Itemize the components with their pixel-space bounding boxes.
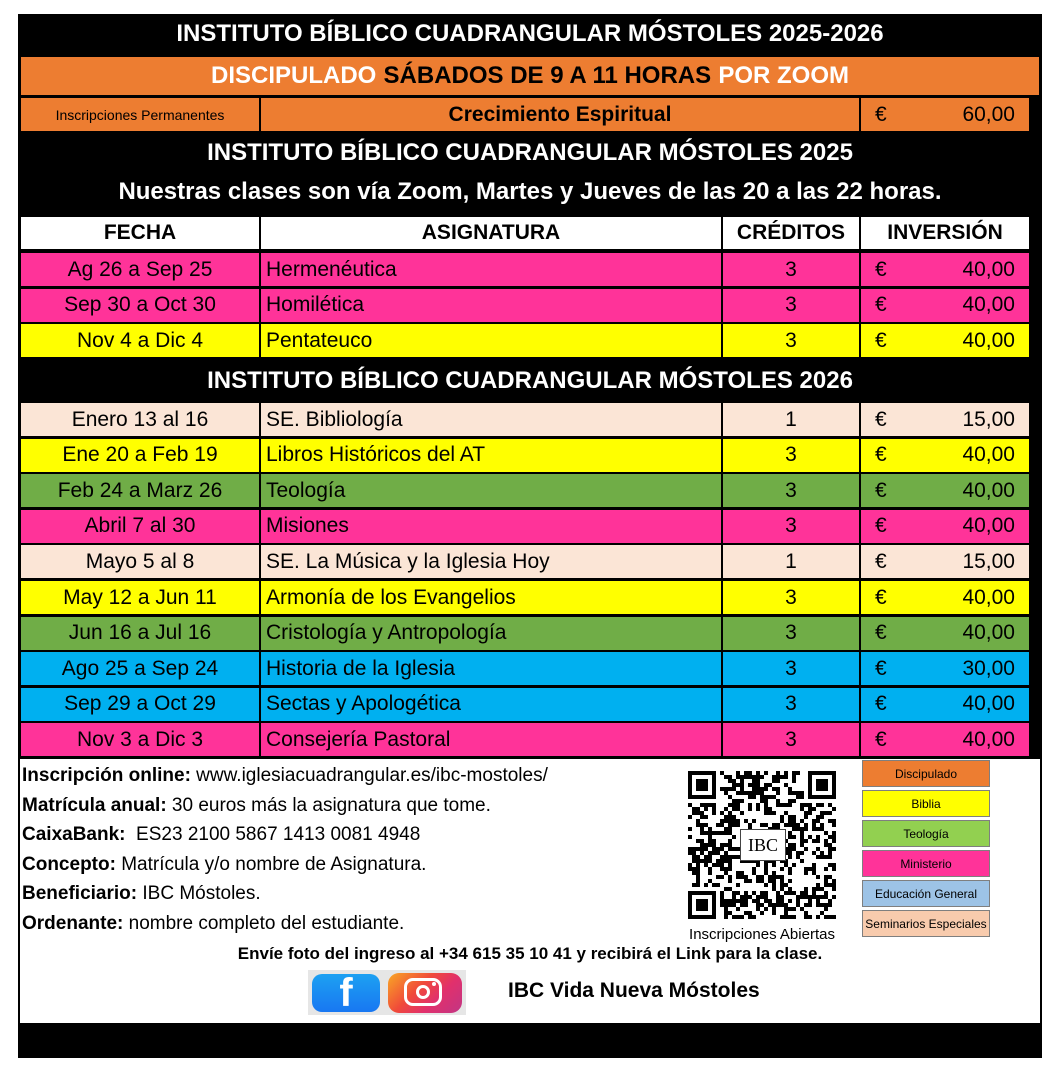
- cell-creditos: 1: [722, 402, 860, 437]
- table-row: [18, 402, 1042, 437]
- legend-item: Educación General: [862, 880, 990, 907]
- info-line: [22, 913, 404, 935]
- info-value: IBC Móstoles.: [137, 883, 261, 905]
- section-2025-title: INSTITUTO BÍBLICO CUADRANGULAR MÓSTOLES 2025: [207, 139, 853, 166]
- table-row: [18, 616, 1042, 651]
- price-value: 40,00: [962, 621, 1015, 645]
- cell-inversion: [860, 473, 1030, 508]
- cell-fecha: Sep 30 a Oct 30: [20, 288, 260, 323]
- euro-sign: €: [875, 407, 887, 431]
- price-value: 60,00: [962, 102, 1015, 126]
- instagram-lens-icon: [416, 985, 430, 999]
- price-value: 40,00: [962, 692, 1015, 716]
- discipulado-schedule: SÁBADOS DE 9 A 11 HORAS: [383, 62, 712, 89]
- col-inversion: INVERSIÓN: [860, 216, 1030, 250]
- cell-asignatura: Pentateuco: [260, 323, 722, 358]
- cell-creditos: 3: [722, 509, 860, 544]
- cell-fecha: Feb 24 a Marz 26: [20, 473, 260, 508]
- cell-inversion: [860, 288, 1030, 323]
- table-row: [18, 687, 1042, 722]
- cell-asignatura: Sectas y Apologética: [260, 687, 722, 722]
- cell-fecha: Nov 3 a Dic 3: [20, 722, 260, 757]
- cell-fecha: Nov 4 a Dic 4: [20, 323, 260, 358]
- price-value: 40,00: [962, 293, 1015, 317]
- cell-creditos: 3: [722, 288, 860, 323]
- section-2025-subtitle: Nuestras clases son vía Zoom, Martes y Jueves de las 20 a las 22 horas.: [118, 178, 942, 205]
- col-creditos: CRÉDITOS: [722, 216, 860, 250]
- section-2026-title: INSTITUTO BÍBLICO CUADRANGULAR MÓSTOLES 2026: [207, 367, 853, 394]
- price-value: 30,00: [962, 656, 1015, 680]
- cell-creditos: 1: [722, 544, 860, 579]
- cell-creditos: 3: [722, 722, 860, 757]
- cell-fecha: Jun 16 a Jul 16: [20, 616, 260, 651]
- price-value: 40,00: [962, 514, 1015, 538]
- social-icons: [308, 970, 466, 1015]
- qr-code: [688, 771, 836, 919]
- euro-sign: €: [875, 478, 887, 502]
- cell-creditos: 3: [722, 651, 860, 686]
- legend-item: Discipulado: [862, 760, 990, 787]
- cell-creditos: 3: [722, 687, 860, 722]
- info-value: www.iglesiacuadrangular.es/ibc-mostoles/: [190, 765, 548, 786]
- inscripciones-label: Inscripciones Permanentes: [20, 97, 260, 132]
- cell-fecha: Ene 20 a Feb 19: [20, 438, 260, 473]
- cell-asignatura: Libros Históricos del AT: [260, 438, 722, 473]
- col-asignatura: ASIGNATURA: [260, 216, 722, 250]
- cell-inversion: [860, 323, 1030, 358]
- cell-fecha: Sep 29 a Oct 29: [20, 687, 260, 722]
- info-label: Beneficiario:: [22, 883, 138, 905]
- whatsapp-note: Envíe foto del ingreso al +34 615 35 10 41 y recibirá el Link para la clase.: [237, 944, 823, 963]
- table-row: [18, 722, 1042, 757]
- cell-inversion: [860, 252, 1030, 287]
- table-row: [18, 252, 1042, 287]
- info-value: Matrícula y/o nombre de Asignatura.: [115, 853, 427, 875]
- qr-caption: Inscripciones Abiertas: [689, 926, 835, 943]
- main-title: INSTITUTO BÍBLICO CUADRANGULAR MÓSTOLES 2025-2026: [176, 20, 884, 47]
- cell-inversion: [860, 509, 1030, 544]
- table-header: [18, 216, 1042, 250]
- table-row: [18, 544, 1042, 579]
- euro-sign: €: [875, 692, 887, 716]
- ibc-logo: [740, 829, 786, 861]
- discipulado-row: [18, 56, 1042, 96]
- social-name: IBC Vida Nueva Móstoles: [508, 979, 760, 1002]
- table-row: [18, 473, 1042, 508]
- schedule-sheet: [18, 14, 1042, 1058]
- euro-sign: €: [875, 443, 887, 467]
- cell-asignatura: Misiones: [260, 509, 722, 544]
- info-value: nombre completo del estudiante.: [123, 913, 405, 934]
- table-row: [18, 323, 1042, 358]
- cell-inversion: [860, 402, 1030, 437]
- cell-creditos: 3: [722, 438, 860, 473]
- cell-creditos: 3: [722, 252, 860, 287]
- price-value: 40,00: [962, 727, 1015, 751]
- cell-fecha: Ag 26 a Sep 25: [20, 252, 260, 287]
- col-fecha: FECHA: [20, 216, 260, 250]
- info-value: 30 euros más la asignatura que tome.: [166, 794, 491, 816]
- cell-asignatura: Consejería Pastoral: [260, 722, 722, 757]
- legend-item: Teología: [862, 820, 990, 847]
- cell-fecha: May 12 a Jun 11: [20, 580, 260, 615]
- cell-creditos: 3: [722, 473, 860, 508]
- cell-asignatura: SE. La Música y la Iglesia Hoy: [260, 544, 722, 579]
- table-row: [18, 288, 1042, 323]
- table-row: [18, 438, 1042, 473]
- euro-sign: €: [875, 102, 887, 126]
- cell-creditos: 3: [722, 323, 860, 358]
- info-line: [22, 824, 420, 846]
- cell-inversion: [860, 544, 1030, 579]
- cell-asignatura: Hermenéutica: [260, 252, 722, 287]
- price-value: 40,00: [962, 478, 1015, 502]
- cell-asignatura: Historia de la Iglesia: [260, 651, 722, 686]
- cell-fecha: Ago 25 a Sep 24: [20, 651, 260, 686]
- info-panel: [20, 759, 1040, 1023]
- table-row: [18, 509, 1042, 544]
- legend-item: Biblia: [862, 790, 990, 817]
- cell-asignatura: Teología: [260, 473, 722, 508]
- price-value: 40,00: [962, 257, 1015, 281]
- price-value: 40,00: [962, 328, 1015, 352]
- euro-sign: €: [875, 328, 887, 352]
- cell-fecha: Mayo 5 al 8: [20, 544, 260, 579]
- crecimiento-course: Crecimiento Espiritual: [260, 97, 860, 132]
- price-value: 40,00: [962, 585, 1015, 609]
- cell-inversion: [860, 616, 1030, 651]
- crecimiento-price: [860, 97, 1030, 132]
- table-row: [18, 651, 1042, 686]
- euro-sign: €: [875, 514, 887, 538]
- price-value: 40,00: [962, 443, 1015, 467]
- info-label: Concepto:: [22, 853, 116, 875]
- price-value: 15,00: [962, 549, 1015, 573]
- info-label: Ordenante:: [22, 913, 124, 934]
- discipulado-label: DISCIPULADO: [210, 62, 377, 89]
- cell-inversion: [860, 580, 1030, 615]
- facebook-glyph: f: [339, 971, 353, 1015]
- cell-asignatura: SE. Bibliología: [260, 402, 722, 437]
- info-line: [22, 854, 426, 876]
- discipulado-banner: [20, 56, 1040, 96]
- cell-asignatura: Armonía de los Evangelios: [260, 580, 722, 615]
- info-label: CaixaBank:: [22, 824, 126, 846]
- info-label: Matrícula anual:: [22, 794, 167, 816]
- cell-creditos: 3: [722, 616, 860, 651]
- facebook-icon[interactable]: [312, 971, 380, 1015]
- cell-creditos: 3: [722, 580, 860, 615]
- ibc-logo-text: IBC: [747, 834, 778, 855]
- euro-sign: €: [875, 549, 887, 573]
- info-line: [22, 883, 261, 905]
- euro-sign: €: [875, 257, 887, 281]
- price-value: 15,00: [962, 407, 1015, 431]
- instagram-dot-icon: [432, 982, 436, 986]
- discipulado-zoom: POR ZOOM: [718, 62, 850, 89]
- crecimiento-row: [18, 97, 1042, 132]
- cell-inversion: [860, 651, 1030, 686]
- legend-item: Seminarios Especiales: [862, 910, 990, 937]
- info-label: Inscripción online:: [22, 765, 191, 786]
- cell-inversion: [860, 438, 1030, 473]
- euro-sign: €: [875, 585, 887, 609]
- info-value: ES23 2100 5867 1413 0081 4948: [125, 824, 421, 846]
- info-line: [22, 795, 491, 817]
- euro-sign: €: [875, 293, 887, 317]
- euro-sign: €: [875, 727, 887, 751]
- cell-fecha: Abril 7 al 30: [20, 509, 260, 544]
- cell-asignatura: Homilética: [260, 288, 722, 323]
- cell-inversion: [860, 722, 1030, 757]
- table-row: [18, 580, 1042, 615]
- instagram-icon[interactable]: [388, 973, 462, 1013]
- euro-sign: €: [875, 621, 887, 645]
- cell-asignatura: Cristología y Antropología: [260, 616, 722, 651]
- euro-sign: €: [875, 656, 887, 680]
- cell-fecha: Enero 13 al 16: [20, 402, 260, 437]
- info-line: [22, 765, 548, 787]
- cell-inversion: [860, 687, 1030, 722]
- legend-item: Ministerio: [862, 850, 990, 877]
